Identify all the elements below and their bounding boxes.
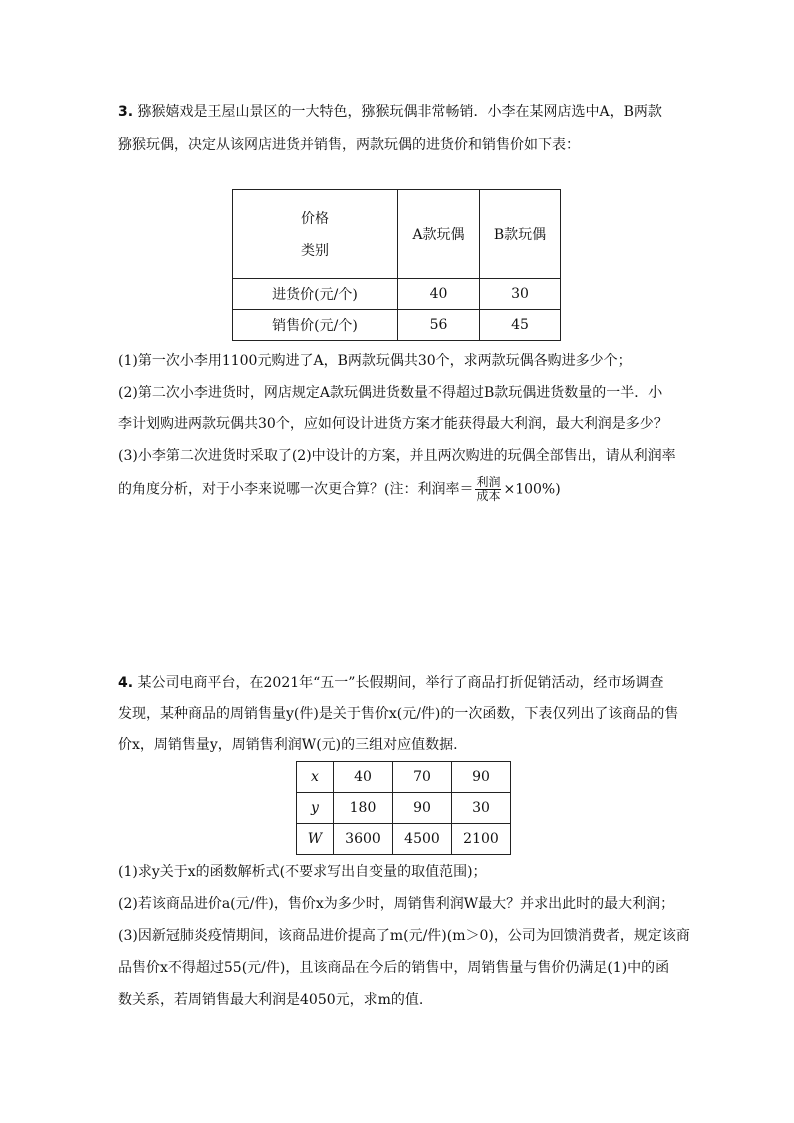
table-cell: 180	[334, 793, 393, 824]
q4-line-3: 价x，周销售量y，周销售利润W(元)的三组对应值数据.	[118, 737, 458, 753]
q3-price-table	[232, 189, 561, 341]
q3-part-3a: (3)小李第二次进货时采取了(2)中设计的方案，并且两次购进的玩偶全部售出，请从利润率	[118, 448, 676, 464]
q3-line-1	[118, 102, 662, 122]
q4-data-table	[296, 761, 511, 855]
cell-b: 30	[480, 279, 561, 310]
row-label: y	[297, 793, 334, 824]
q4-part-2: (2)若该商品进价a(元/件)，售价x为多少时，周销售利润W最大？并求出此时的最大利润；	[118, 896, 675, 912]
table-cell: 2100	[452, 824, 511, 855]
header-price: 价格	[301, 211, 329, 227]
q4-line-1	[118, 673, 663, 693]
q4-part-3b: 品售价x不得超过55(元/件)，且该商品在今后的销售中，周销售量与售价仍满足(1)中的函	[118, 960, 670, 976]
table-row	[297, 824, 511, 855]
table-cell: 90	[393, 793, 452, 824]
q3-number: 3.	[118, 104, 134, 120]
q4-line-2: 发现，某种商品的周销售量y(件)是关于售价x(元/件)的一次函数，下表仅列出了该商品的售	[118, 706, 679, 722]
table-row	[297, 762, 511, 793]
q4-part-3a: (3)因新冠肺炎疫情期间，该商品进价提高了m(元/件)(m＞0)，公司为回馈消费者，规定该商	[118, 928, 690, 944]
table-cell: 3600	[334, 824, 393, 855]
q3-text-line-1: 猕猴嬉戏是王屋山景区的一大特色，猕猴玩偶非常畅销．小李在某网店选中A，B两款	[133, 104, 662, 120]
table-cell: 30	[452, 793, 511, 824]
table-cell: 40	[334, 762, 393, 793]
q3-part-3b-text: 的角度分析，对于小李来说哪一次更合算？(注：利润率＝	[118, 481, 474, 498]
q3-line-2: 猕猴玩偶，决定从该网店进货并销售，两款玩偶的进货价和销售价如下表：	[118, 137, 580, 153]
q3-part-3b	[118, 476, 561, 503]
table-row	[233, 310, 561, 341]
row-label: 销售价(元/个)	[233, 310, 398, 341]
diagonal-header-cell	[233, 190, 398, 279]
q4-number: 4.	[118, 675, 134, 691]
table-header-row	[233, 190, 561, 279]
q3-part-2b: 李计划购进两款玩偶共30个，应如何设计进货方案才能获得最大利润，最大利润是多少？	[118, 416, 668, 432]
profit-rate-fraction	[475, 476, 501, 503]
q4-part-3c: 数关系，若周销售最大利润是4050元，求m的值.	[118, 992, 424, 1008]
table-cell: 90	[452, 762, 511, 793]
table-row	[297, 793, 511, 824]
fraction-numerator: 利润	[476, 475, 501, 489]
header-category: 类别	[301, 243, 329, 259]
q4-part-1: (1)求y关于x的函数解析式(不要求写出自变量的取值范围)；	[118, 864, 487, 880]
table-row	[233, 279, 561, 310]
cell-a: 40	[398, 279, 480, 310]
header-b-doll: B款玩偶	[480, 190, 561, 279]
table-cell: 70	[393, 762, 452, 793]
header-a-doll: A款玩偶	[398, 190, 480, 279]
q3-part-1: (1)第一次小李用1100元购进了A，B两款玩偶共30个，求两款玩偶各购进多少个；	[118, 353, 632, 369]
q3-part-2a: (2)第二次小李进货时，网店规定A款玩偶进货数量不得超过B款玩偶进货数量的一半．小	[118, 385, 663, 401]
cell-a: 56	[398, 310, 480, 341]
table-cell: 4500	[393, 824, 452, 855]
q4-text-line-1: 某公司电商平台，在2021年“五一”长假期间，举行了商品打折促销活动，经市场调查	[133, 675, 664, 691]
q3-part-3b-tail: ×100%)	[503, 481, 561, 498]
row-label: x	[297, 762, 334, 793]
row-label: 进货价(元/个)	[233, 279, 398, 310]
cell-b: 45	[480, 310, 561, 341]
fraction-denominator: 成本	[476, 489, 501, 503]
row-label: W	[297, 824, 334, 855]
